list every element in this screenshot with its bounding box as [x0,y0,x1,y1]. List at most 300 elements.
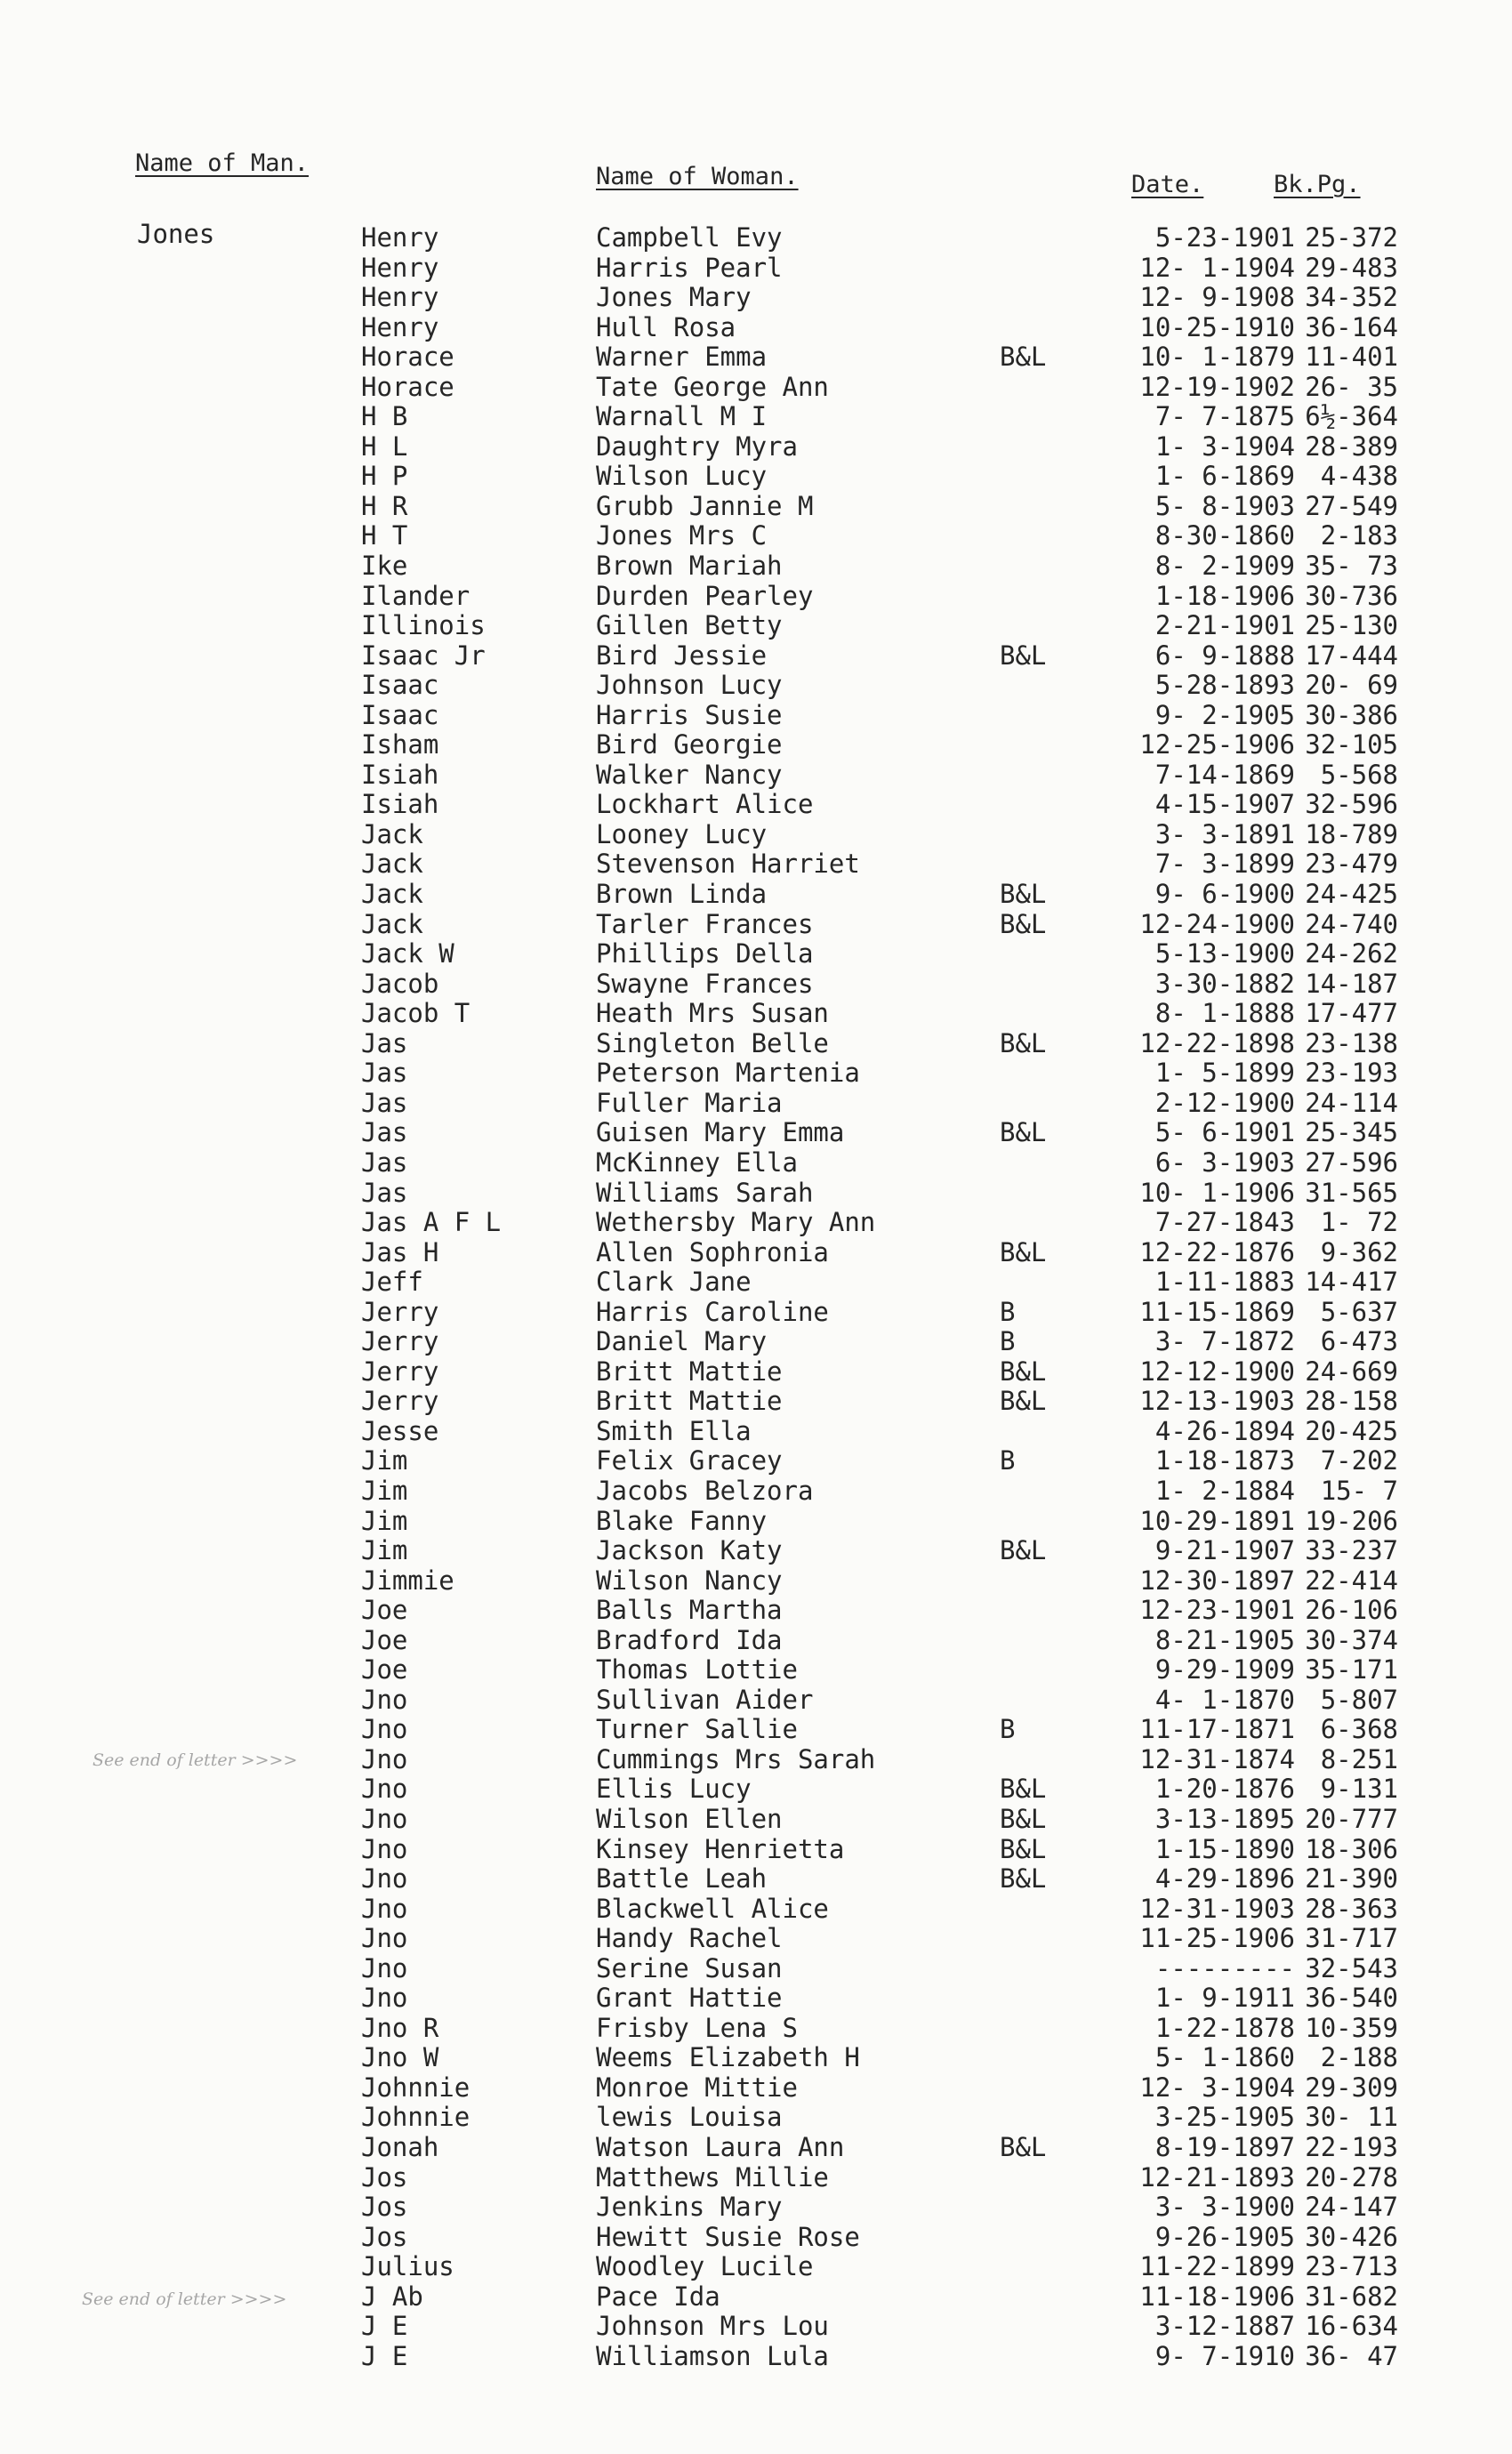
given-name: Jas [361,1147,408,1178]
record-date: 1- 6-1869 [1154,461,1295,492]
given-name: Jim [361,1475,408,1506]
record-row [0,1029,1512,1059]
record-note: B [1000,1326,1016,1357]
record-row [0,1655,1512,1686]
woman-name: Turner Sallie [596,1714,798,1745]
record-row [0,342,1512,373]
woman-name: Pace Ida [596,2281,720,2312]
book-page: 27-549 [1305,490,1398,521]
given-name: Jack [361,849,423,880]
record-date: 5- 1-1860 [1154,2042,1295,2073]
record-note: B&L [1000,342,1047,373]
record-date: 11-15-1869 [1139,1296,1295,1327]
header-name-of-man: Name of Man. [135,149,310,177]
book-page: 4-438 [1320,461,1398,492]
book-page: 2-188 [1320,2042,1398,2073]
record-row [0,313,1512,343]
record-date: 8- 1-1888 [1154,998,1295,1029]
book-page: 20-278 [1305,2161,1398,2193]
record-date: 8- 2-1909 [1154,551,1295,582]
record-row [0,1507,1512,1537]
record-date: 7-27-1843 [1154,1207,1295,1238]
record-date: 1-18-1906 [1154,580,1295,611]
record-row [0,462,1512,492]
given-name: Horace [361,342,454,373]
record-note: B&L [1000,1803,1047,1834]
woman-name: Jenkins Mary [596,2192,783,2223]
record-date: 2-12-1900 [1154,1087,1295,1118]
given-name: H P [361,461,408,492]
book-page: 20-777 [1305,1803,1398,1834]
book-page: 23-479 [1305,849,1398,880]
record-note: B&L [1000,908,1047,939]
record-row [0,1148,1512,1179]
woman-name: Woodley Lucile [596,2251,814,2282]
record-date: 10- 1-1879 [1139,342,1295,373]
book-page: 5-637 [1320,1296,1398,1327]
book-page: 28-389 [1305,430,1398,462]
record-row [0,1089,1512,1119]
record-row [0,2252,1512,2282]
record-date: 12-12-1900 [1139,1356,1295,1387]
given-name: Jas [361,1027,408,1058]
record-row [0,1864,1512,1895]
given-name: Joe [361,1624,408,1655]
record-row [0,970,1512,1000]
record-date: 12- 3-1904 [1139,2072,1295,2103]
record-row [0,1715,1512,1745]
record-row [0,701,1512,731]
record-row [0,373,1512,403]
given-name: Jno [361,1803,408,1834]
record-date: 6- 9-1888 [1154,640,1295,671]
book-page: 28-158 [1305,1386,1398,1417]
book-page: 26- 35 [1305,371,1398,402]
record-row [0,2223,1512,2253]
record-date: 3-25-1905 [1154,2102,1295,2133]
record-row [0,223,1512,253]
given-name: Jno [361,1893,408,1924]
woman-name: Johnson Mrs Lou [596,2311,829,2342]
record-note: B&L [1000,1833,1047,1864]
book-page: 14-187 [1305,968,1398,999]
given-name: H B [361,401,408,432]
book-page: 5-568 [1320,759,1398,790]
given-name: Jos [361,2161,408,2193]
record-note: B&L [1000,879,1047,910]
woman-name: Williamson Lula [596,2340,829,2371]
given-name: Jas [361,1117,408,1148]
record-date: 3- 3-1891 [1154,818,1295,849]
given-name: Henry [361,222,439,253]
record-row [0,1238,1512,1268]
woman-name: Warner Emma [596,342,768,373]
record-row [0,790,1512,820]
woman-name: Kinsey Henrietta [596,1833,845,1864]
book-page: 31-682 [1305,2281,1398,2312]
record-row [0,2282,1512,2313]
record-row [0,2312,1512,2342]
book-page: 6-368 [1320,1714,1398,1745]
book-page: 17-444 [1305,640,1398,671]
record-row [0,551,1512,582]
record-row [0,1118,1512,1148]
record-date: 3-13-1895 [1154,1803,1295,1834]
woman-name: Harris Susie [596,699,783,730]
given-name: Johnnie [361,2072,470,2103]
record-row [0,910,1512,940]
woman-name: Harris Pearl [596,252,783,283]
record-date: 9- 2-1905 [1154,699,1295,730]
record-date: 12- 9-1908 [1139,282,1295,313]
margin-note: See end of letter >>>> [82,2289,287,2309]
book-page: 29-483 [1305,252,1398,283]
given-name: Jack W [361,938,454,970]
record-date: 1- 5-1899 [1154,1058,1295,1089]
record-row [0,671,1512,701]
given-name: Horace [361,371,454,402]
woman-name: Tate George Ann [596,371,829,402]
given-name: H L [361,430,408,462]
woman-name: Hewitt Susie Rose [596,2221,860,2252]
book-page: 15- 7 [1320,1475,1398,1506]
record-row [0,492,1512,522]
book-page: 30-736 [1305,580,1398,611]
woman-name: Grant Hattie [596,1983,783,2014]
woman-name: Matthews Millie [596,2161,829,2193]
given-name: Henry [361,311,439,342]
given-name: Jno [361,1983,408,2014]
book-page: 27-596 [1305,1147,1398,1178]
woman-name: Bradford Ida [596,1624,783,1655]
record-date: 1-11-1883 [1154,1267,1295,1298]
woman-name: Balls Martha [596,1595,783,1626]
record-date: 4-26-1894 [1154,1415,1295,1446]
woman-name: Warnall M I [596,401,768,432]
record-row [0,641,1512,672]
book-page: 25-130 [1305,610,1398,641]
record-row [0,1745,1512,1775]
given-name: Henry [361,282,439,313]
record-row [0,1983,1512,2014]
record-date: 2-21-1901 [1154,610,1295,641]
book-page: 22-414 [1305,1565,1398,1596]
woman-name: Battle Leah [596,1863,768,1895]
woman-name: Stevenson Harriet [596,849,860,880]
record-row [0,1208,1512,1238]
record-row [0,1417,1512,1447]
record-row [0,849,1512,880]
record-row [0,1179,1512,1209]
woman-name: Singleton Belle [596,1027,829,1058]
book-page: 33-237 [1305,1535,1398,1566]
record-row [0,880,1512,910]
woman-name: Britt Mattie [596,1386,783,1417]
book-page: 22-193 [1305,2132,1398,2162]
record-list [0,223,1512,2371]
given-name: Jesse [361,1415,439,1446]
record-row [0,582,1512,612]
book-page: 20-425 [1305,1415,1398,1446]
record-row [0,283,1512,313]
record-row [0,521,1512,551]
record-row [0,402,1512,432]
given-name: Jas [361,1058,408,1089]
given-name: Ilander [361,580,470,611]
record-date: 4-15-1907 [1154,789,1295,820]
woman-name: Williams Sarah [596,1177,814,1208]
given-name: H T [361,520,408,551]
book-page: 24-262 [1305,938,1398,970]
record-row [0,2342,1512,2372]
woman-name: Peterson Martenia [596,1058,860,1089]
given-name: Jno [361,1923,408,1954]
record-row [0,1357,1512,1388]
given-name: Jack [361,908,423,939]
record-date: 3-30-1882 [1154,968,1295,999]
woman-name: Daniel Mary [596,1326,768,1357]
book-page: 32-596 [1305,789,1398,820]
book-page: 32-105 [1305,729,1398,760]
woman-name: Blake Fanny [596,1505,768,1536]
woman-name: Bird Jessie [596,640,768,671]
record-note: B&L [1000,1236,1047,1267]
given-name: Jimmie [361,1565,454,1596]
record-row [0,1596,1512,1626]
given-name: Jack [361,879,423,910]
record-date: 1- 2-1884 [1154,1475,1295,1506]
woman-name: Grubb Jannie M [596,490,814,521]
record-row [0,1774,1512,1805]
given-name: Jonah [361,2132,439,2162]
book-page: 23-138 [1305,1027,1398,1058]
book-page: 32-543 [1305,1952,1398,1983]
woman-name: Gillen Betty [596,610,783,641]
book-page: 1- 72 [1320,1207,1398,1238]
woman-name: Campbell Evy [596,222,783,253]
book-page: 20- 69 [1305,670,1398,701]
book-page: 19-206 [1305,1505,1398,1536]
given-name: Jim [361,1445,408,1476]
book-page: 35-171 [1305,1654,1398,1686]
record-date: 4- 1-1870 [1154,1684,1295,1715]
woman-name: Serine Susan [596,1952,783,1983]
record-date: 1- 9-1911 [1154,1983,1295,2014]
woman-name: Wilson Ellen [596,1803,783,1834]
given-name: Jno [361,1774,408,1805]
record-row [0,253,1512,284]
woman-name: Weems Elizabeth H [596,2042,860,2073]
given-name: Jno [361,1833,408,1864]
woman-name: Hull Rosa [596,311,736,342]
record-note: B&L [1000,1356,1047,1387]
margin-note: See end of letter >>>> [92,1750,298,1770]
given-name: Jas [361,1087,408,1118]
woman-name: Handy Rachel [596,1923,783,1954]
woman-name: Johnson Lucy [596,670,783,701]
record-date: 11-25-1906 [1139,1923,1295,1954]
given-name: Jerry [361,1326,439,1357]
record-date: 1- 3-1904 [1154,430,1295,462]
record-row [0,1387,1512,1417]
given-name: Jack [361,818,423,849]
woman-name: Bird Georgie [596,729,783,760]
record-date: 9- 6-1900 [1154,879,1295,910]
book-page: 35- 73 [1305,551,1398,582]
woman-name: Watson Laura Ann [596,2132,845,2162]
record-date: 8-30-1860 [1154,520,1295,551]
book-page: 9-131 [1320,1774,1398,1805]
record-row [0,1805,1512,1835]
given-name: J Ab [361,2281,423,2312]
book-page: 5-807 [1320,1684,1398,1715]
given-name: Isaac Jr [361,640,486,671]
given-name: Isiah [361,789,439,820]
record-note: B&L [1000,1386,1047,1417]
record-date: 12-22-1898 [1139,1027,1295,1058]
record-row [0,432,1512,463]
given-name: Jos [361,2192,408,2223]
book-page: 25-372 [1305,222,1398,253]
record-date: 12- 1-1904 [1139,252,1295,283]
book-page: 21-390 [1305,1863,1398,1895]
surname: Jones [137,219,215,249]
record-date: 6- 3-1903 [1154,1147,1295,1178]
book-page: 30-426 [1305,2221,1398,2252]
record-row [0,1327,1512,1357]
book-page: 31-565 [1305,1177,1398,1208]
woman-name: Britt Mattie [596,1356,783,1387]
woman-name: Swayne Frances [596,968,814,999]
record-note: B [1000,1714,1016,1745]
record-date: 12-24-1900 [1139,908,1295,939]
record-row [0,2193,1512,2223]
given-name: Jim [361,1505,408,1536]
record-row [0,1895,1512,1925]
record-row [0,1446,1512,1476]
book-page: 30- 11 [1305,2102,1398,2133]
record-row [0,1536,1512,1566]
record-row [0,2133,1512,2163]
given-name: Illinois [361,610,486,641]
woman-name: Tarler Frances [596,908,814,939]
record-date: 3- 3-1900 [1154,2192,1295,2223]
record-date: 5- 8-1903 [1154,490,1295,521]
book-page: 24-740 [1305,908,1398,939]
record-date: 12-23-1901 [1139,1595,1295,1626]
record-row [0,1476,1512,1507]
header-book-page: Bk.Pg. [1274,171,1361,198]
woman-name: Thomas Lottie [596,1654,798,1686]
book-page: 6½-364 [1305,401,1398,432]
woman-name: Frisby Lena S [596,2012,798,2043]
record-date: 12-13-1903 [1139,1386,1295,1417]
book-page: 25-345 [1305,1117,1398,1148]
book-page: 8-251 [1320,1743,1398,1774]
given-name: Jno [361,1684,408,1715]
record-row [0,2103,1512,2133]
record-date: 7- 3-1899 [1154,849,1295,880]
record-date: 8-21-1905 [1154,1624,1295,1655]
record-date: 12-25-1906 [1139,729,1295,760]
record-note: B [1000,1296,1016,1327]
record-row [0,820,1512,850]
book-page: 36-164 [1305,311,1398,342]
record-date: 5-23-1901 [1154,222,1295,253]
book-page: 17-477 [1305,998,1398,1029]
woman-name: Heath Mrs Susan [596,998,829,1029]
record-note: B&L [1000,1027,1047,1058]
book-page: 11-401 [1305,342,1398,373]
record-note: B&L [1000,1117,1047,1148]
woman-name: Smith Ella [596,1415,752,1446]
woman-name: Sullivan Aider [596,1684,814,1715]
given-name: H R [361,490,408,521]
record-date: 5-28-1893 [1154,670,1295,701]
record-date: 11-22-1899 [1139,2251,1295,2282]
given-name: Johnnie [361,2102,470,2133]
woman-name: Brown Linda [596,879,768,910]
given-name: Jas H [361,1236,439,1267]
woman-name: Phillips Della [596,938,814,970]
record-date: 11-17-1871 [1139,1714,1295,1745]
woman-name: Jones Mrs C [596,520,768,551]
record-date: 11-18-1906 [1139,2281,1295,2312]
record-date: 12-19-1902 [1139,371,1295,402]
given-name: Jno R [361,2012,439,2043]
woman-name: Brown Mariah [596,551,783,582]
record-date: 10-29-1891 [1139,1505,1295,1536]
given-name: J E [361,2311,408,2342]
woman-name: Looney Lucy [596,818,768,849]
record-row [0,1954,1512,1984]
woman-name: Durden Pearley [596,580,814,611]
record-date: 5-13-1900 [1154,938,1295,970]
record-date: 1-22-1878 [1154,2012,1295,2043]
record-row [0,1686,1512,1716]
record-row [0,2014,1512,2044]
record-date: 12-31-1874 [1139,1743,1295,1774]
given-name: Isiah [361,759,439,790]
record-row [0,760,1512,791]
given-name: Jacob [361,968,439,999]
record-date: 9-21-1907 [1154,1535,1295,1566]
woman-name: Lockhart Alice [596,789,814,820]
record-note: B&L [1000,2132,1047,2162]
record-date: 10- 1-1906 [1139,1177,1295,1208]
woman-name: Jackson Katy [596,1535,783,1566]
book-page: 24-114 [1305,1087,1398,1118]
record-row [0,2043,1512,2073]
record-date: 12-22-1876 [1139,1236,1295,1267]
woman-name: Walker Nancy [596,759,783,790]
book-page: 18-789 [1305,818,1398,849]
book-page: 16-634 [1305,2311,1398,2342]
record-row [0,1058,1512,1089]
given-name: Jno [361,1714,408,1745]
woman-name: Daughtry Myra [596,430,798,462]
woman-name: Jones Mary [596,282,752,313]
woman-name: Harris Caroline [596,1296,829,1327]
record-date: 1-15-1890 [1154,1833,1295,1864]
book-page: 9-362 [1320,1236,1398,1267]
woman-name: lewis Louisa [596,2102,783,2133]
woman-name: Monroe Mittie [596,2072,798,2103]
given-name: Jerry [361,1296,439,1327]
given-name: Jno [361,1863,408,1895]
book-page: 23-193 [1305,1058,1398,1089]
given-name: Jno W [361,2042,439,2073]
